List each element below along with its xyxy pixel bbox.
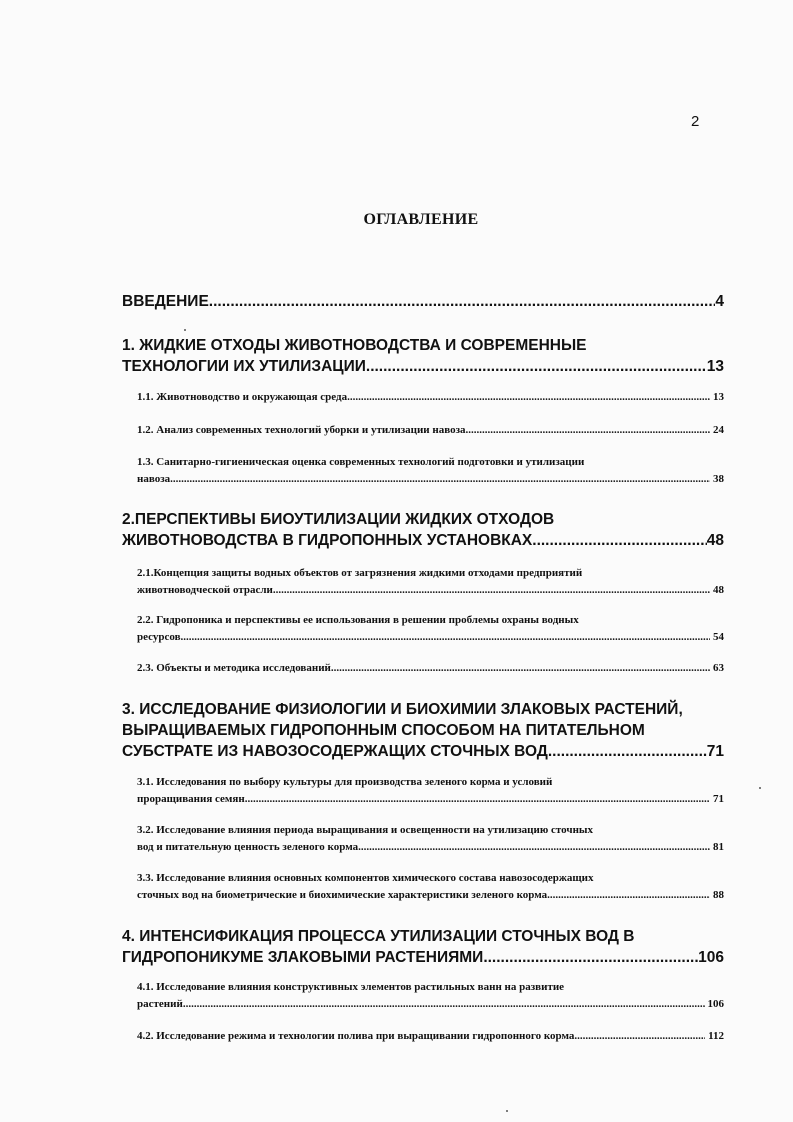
toc-entry-title-cont: ресурсов [137, 631, 181, 643]
toc-page-number: 63 [713, 662, 724, 674]
toc-entry-chapter-3[interactable] [122, 699, 724, 762]
toc-entry-title: 2.ПЕРСПЕКТИВЫ БИОУТИЛИЗАЦИИ ЖИДКИХ ОТХОДОВ [122, 511, 555, 528]
toc-page-number: 38 [713, 473, 724, 485]
toc-entry-title: 4.2. Исследование режима и технологии полива при выращивании гидропонного корма. [137, 1030, 578, 1042]
toc-entry-title: 2.1.Концепция защиты водных объектов от загрязнения жидкими отходами предприятий [137, 567, 583, 579]
toc-entry-chapter-1[interactable] [122, 335, 724, 377]
toc-entry-chapter-2[interactable] [122, 509, 724, 551]
toc-page-number: 71 [713, 793, 724, 805]
toc-entry-title: 1. ЖИДКИЕ ОТХОДЫ ЖИВОТНОВОДСТВА И СОВРЕМЕННЫЕ [122, 337, 587, 354]
toc-page-number: 48 [706, 532, 724, 549]
toc-entry-title: 3.2. Исследование влияния периода выращивания и освещенности на утилизацию сточных [137, 824, 594, 836]
toc-entry-title: 1.1. Животноводство и окружающая среда [137, 391, 348, 403]
toc-entry-title-cont: ТЕХНОЛОГИИ ИХ УТИЛИЗАЦИИ [122, 358, 366, 375]
dot-leader [532, 530, 706, 551]
toc-entry-title: 3.1. Исследования по выбору культуры для производства зеленого корма и условий [137, 776, 553, 788]
toc-entry-title-cont: навоза [137, 473, 171, 485]
toc-entry-title-cont: сточных вод на биометрические и биохимические характеристики зеленого корма [137, 889, 548, 901]
toc-page-number: 81 [713, 841, 724, 853]
toc-entry-section-2-1[interactable] [137, 565, 724, 599]
dot-leader [331, 660, 710, 677]
toc-entry-title-cont: растений [137, 998, 183, 1010]
dot-leader [483, 947, 698, 968]
toc-entry-title: 4. ИНТЕНСИФИКАЦИЯ ПРОЦЕССА УТИЛИЗАЦИИ СТОЧНЫХ ВОД В [122, 928, 635, 945]
toc-entry-section-4-2[interactable] [137, 1028, 724, 1045]
toc-entry-section-1-3[interactable] [137, 454, 724, 488]
dot-leader [366, 356, 707, 377]
toc-title: ОГЛАВЛЕНИЕ [363, 211, 479, 228]
toc-page-number: 112 [708, 1030, 724, 1042]
toc-entry-title-cont: ЖИВОТНОВОДСТВА В ГИДРОПОННЫХ УСТАНОВКАХ [122, 532, 533, 549]
dot-leader [273, 582, 710, 599]
toc-entry-chapter-4[interactable] [122, 926, 724, 968]
toc-entry-title: ВВЕДЕНИЕ [122, 293, 209, 310]
dot-leader [577, 1028, 705, 1045]
toc-page-number: 24 [713, 424, 724, 436]
toc-entry-title-cont: СУБСТРАТЕ ИЗ НАВОЗОСОДЕРЖАЩИХ СТОЧНЫХ ВОД [122, 743, 548, 760]
toc-page-number: 4 [715, 293, 724, 310]
dot-leader [347, 389, 710, 406]
toc-entry-section-1-2[interactable] [137, 422, 724, 439]
dot-leader [468, 422, 710, 439]
toc-entry-title-cont: животноводческой отрасли [137, 584, 273, 596]
toc-page-number: 48 [713, 584, 724, 596]
toc-entry-title: 4.1. Исследование влияния конструктивных элементов растильных ванн на развитие [137, 981, 565, 993]
toc-entry-section-2-2[interactable] [137, 612, 724, 646]
toc-entry-section-3-3[interactable] [137, 870, 724, 904]
dot-leader [181, 629, 710, 646]
toc-entry-title: 3. ИССЛЕДОВАНИЕ ФИЗИОЛОГИИ И БИОХИМИИ ЗЛАКОВЫХ РАСТЕНИЙ, [122, 701, 683, 718]
scan-speck [184, 329, 186, 331]
toc-entry-title-cont: вод и питательную ценность зеленого корма [137, 841, 359, 853]
scan-speck [759, 787, 761, 789]
scan-speck [506, 1110, 508, 1112]
toc-entry-section-3-2[interactable] [137, 822, 724, 856]
toc-entry-section-2-3[interactable] [137, 660, 724, 677]
dot-leader [183, 996, 705, 1013]
page-number: 2 [691, 113, 700, 130]
toc-page-number: 54 [713, 631, 724, 643]
dot-leader [548, 741, 707, 762]
toc-page-number: 106 [707, 998, 724, 1010]
toc-entry-title: 1.3. Санитарно-гигиеническая оценка современных технологий подготовки и утилизации [137, 456, 585, 468]
toc-page-number: 13 [706, 358, 724, 375]
dot-leader [358, 839, 710, 856]
toc-entry-title-cont: проращивания семян [137, 793, 245, 805]
dot-leader [209, 291, 716, 312]
toc-entry-title: 2.3. Объекты и методика исследований [137, 662, 331, 674]
dot-leader [170, 471, 710, 488]
toc-entry-intro[interactable] [122, 291, 724, 312]
toc-entry-title-cont: ВЫРАЩИВАЕМЫХ ГИДРОПОННЫМ СПОСОБОМ НА ПИТАТЕЛЬНОМ [122, 722, 645, 739]
toc-entry-title: 1.2. Анализ современных технологий уборки и утилизации навоза. [137, 424, 469, 436]
dot-leader [245, 791, 710, 808]
toc-page-number: 13 [713, 391, 724, 403]
toc-page-number: 106 [698, 949, 724, 966]
dot-leader [547, 887, 710, 904]
toc-entry-title: 3.3. Исследование влияния основных компонентов химического состава навозосодержащих [137, 872, 594, 884]
toc-page-number: 88 [713, 889, 724, 901]
toc-page-number: 71 [706, 743, 724, 760]
toc-entry-title-cont: ГИДРОПОНИКУМЕ ЗЛАКОВЫМИ РАСТЕНИЯМИ [122, 949, 484, 966]
toc-entry-section-3-1[interactable] [137, 774, 724, 808]
toc-entry-section-1-1[interactable] [137, 389, 724, 406]
toc-entry-section-4-1[interactable] [137, 979, 724, 1013]
toc-entry-title: 2.2. Гидропоника и перспективы ее использования в решении проблемы охраны водных [137, 614, 579, 626]
